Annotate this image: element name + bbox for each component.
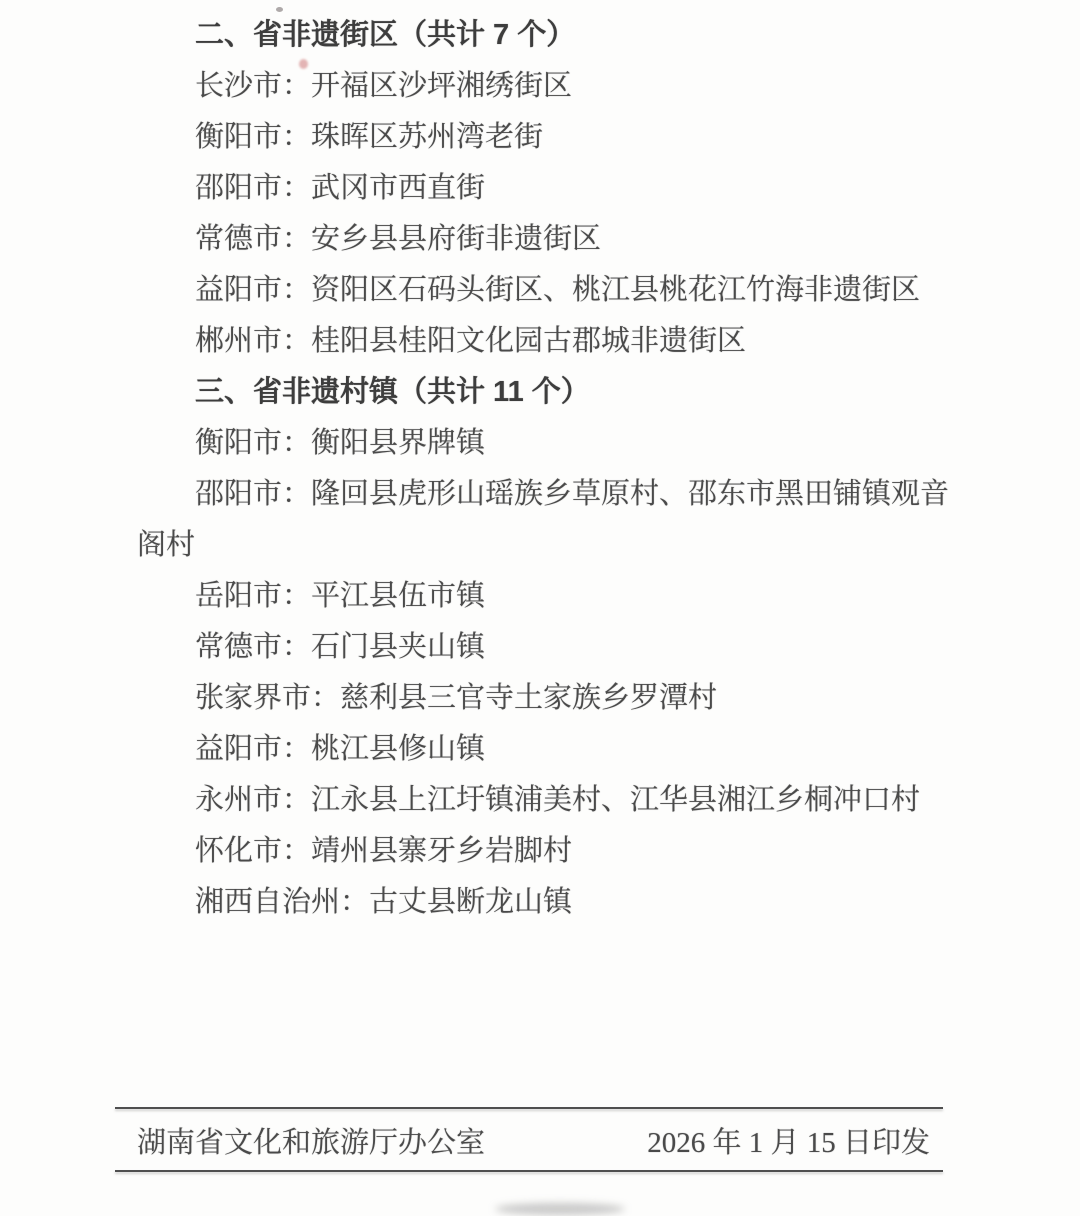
entry-line: 邵阳市：武冈市西直街	[195, 172, 486, 204]
entry-line: 衡阳市：衡阳县界牌镇	[195, 427, 486, 459]
section-heading: 三、省非遗村镇（共计 11 个）	[195, 376, 590, 408]
entry-line: 常德市：安乡县县府街非遗街区	[195, 223, 602, 255]
entry-line: 衡阳市：珠晖区苏州湾老街	[195, 121, 544, 153]
section-heading: 二、省非遗街区（共计 7 个）	[195, 19, 576, 51]
entry-line: 益阳市：桃江县修山镇	[195, 733, 486, 765]
document-body	[137, 10, 955, 928]
entry-line: 岳阳市：平江县伍市镇	[195, 580, 486, 612]
entry-line: 张家界市：慈利县三官寺土家族乡罗潭村	[195, 682, 718, 714]
entry-line: 益阳市：资阳区石码头街区、桃江县桃花江竹海非遗街区	[195, 274, 921, 306]
entry-line: 郴州市：桂阳县桂阳文化园古郡城非遗街区	[195, 325, 747, 357]
issue-date: 2026 年 1 月 15 日印发	[647, 1127, 930, 1159]
footer-top-rule	[115, 1107, 943, 1109]
scan-artifact	[495, 1203, 625, 1215]
issuing-office: 湖南省文化和旅游厅办公室	[137, 1127, 486, 1159]
entry-line: 长沙市：开福区沙坪湘绣街区	[195, 70, 573, 102]
entry-line: 怀化市：靖州县寨牙乡岩脚村	[195, 835, 573, 867]
entry-line: 邵阳市：隆回县虎形山瑶族乡草原村、邵东市黑田铺镇观音阁村	[137, 478, 950, 561]
entry-line: 湘西自治州：古丈县断龙山镇	[195, 886, 573, 918]
entry-line: 永州市：江永县上江圩镇浦美村、江华县湘江乡桐冲口村	[195, 784, 921, 816]
footer-bottom-rule	[115, 1170, 943, 1172]
entry-line: 常德市：石门县夹山镇	[195, 631, 486, 663]
document-footer	[137, 1124, 930, 1162]
